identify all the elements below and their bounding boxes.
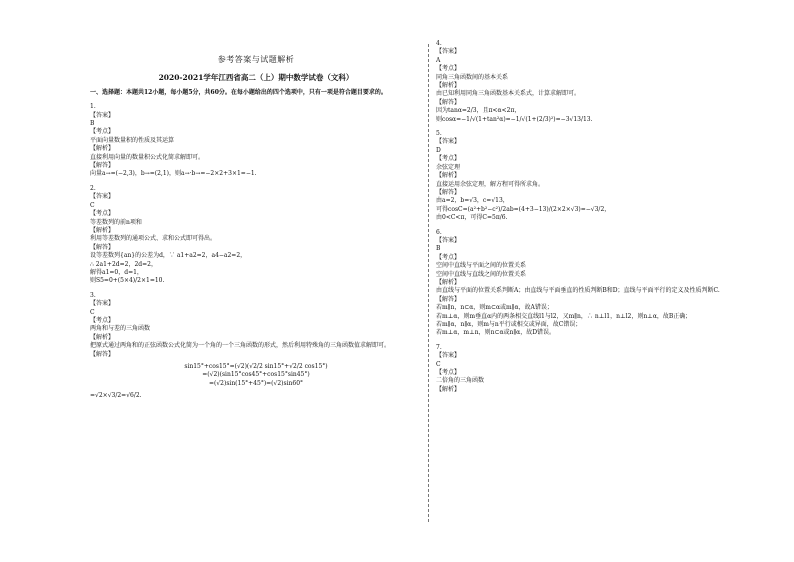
- right-line: 【答案】: [436, 236, 461, 244]
- left-line: 【解答】: [90, 243, 115, 251]
- left-line: 【考点】: [90, 210, 115, 218]
- right-line: 5.: [436, 130, 442, 138]
- right-line: 【考点】: [436, 65, 461, 73]
- right-line: 【解析】: [436, 82, 461, 90]
- right-line: 6.: [436, 228, 442, 236]
- left-line: 3.: [90, 291, 96, 299]
- right-line: 可得cosC=(a²+b²−c²)/2ab=(4+3−13)/(2×2×√3)=−√3/2，: [436, 205, 611, 213]
- left-line: 【解析】: [90, 145, 115, 153]
- right-line: 由a=2，b=√3，c=√13，: [436, 197, 509, 205]
- left-line: 【解析】: [90, 226, 115, 234]
- right-line: 二倍角的三角函数: [436, 377, 485, 385]
- left-line: 把原式通过两角和的正弦函数公式化简为一个角的一个三角函数的形式，然后利用特殊角的三角函数值求解即可。: [90, 342, 391, 350]
- left-line: C: [90, 308, 95, 316]
- page-title: 参考答案与试题解析: [217, 55, 295, 64]
- left-line: 【答案】: [90, 111, 115, 119]
- left-line: 设等差数列{an}的公差为d，∵ a1+a2=2，a4−a2=2，: [90, 252, 247, 260]
- left-line: 【考点】: [90, 128, 115, 136]
- right-line: 由已知利用同角三角函数基本关系式，计算求解即可。: [436, 90, 581, 98]
- right-line: 余弦定理: [436, 163, 461, 171]
- right-line: 由直线与平面的位置关系判断A；由直线与平面垂直的性质判断B和D；直线与平面平行的定义及性质判断C.: [436, 287, 720, 295]
- left-line: 1.: [90, 103, 96, 111]
- right-line: 直接运用余弦定理，解方程可得所求角。: [436, 180, 545, 188]
- left-line: 【答案】: [90, 193, 115, 201]
- right-line: 【解析】: [436, 385, 461, 393]
- left-line: 【解答】: [90, 162, 115, 170]
- right-line: 若m∥α，n∥α，则m与n平行或相交或异面，故C错误；: [436, 321, 582, 328]
- right-line: 【考点】: [436, 369, 461, 377]
- left-line: 等差数列的前n项和: [90, 218, 142, 226]
- left-line: 向量a→=(−2,3)，b→=(2,1)，则a→·b→=−2×2+3×1=−1.: [90, 170, 257, 178]
- right-line: C: [436, 360, 441, 368]
- left-line: C: [90, 201, 95, 209]
- left-line: ∴ 2a1+2d=2，2d=2，: [90, 260, 157, 268]
- right-line: 若m∥n，n⊂α，则m⊂α或m∥α，故A错误；: [436, 304, 553, 312]
- right-line: 【答案】: [436, 352, 461, 360]
- right-line: A: [436, 56, 441, 64]
- right-line: 由0<C<π，可得C=5π/6.: [436, 214, 508, 222]
- right-line: 【解答】: [436, 188, 461, 196]
- right-line: D: [436, 146, 441, 154]
- right-line: 【解答】: [436, 295, 461, 303]
- exam-subtitle: 2020-2021学年江西省高二（上）期中数学试卷（文科）: [158, 73, 354, 83]
- section-heading: 一、选择题：本题共12小题，每小题5分，共60分。在每小题给出的四个选项中，只有一项是符合题目要求的。: [90, 88, 387, 96]
- formula-line-4: =√2×√3/2=√6/2.: [90, 392, 142, 400]
- right-line: 【考点】: [436, 155, 461, 163]
- right-line: 空间中直线与直线之间的位置关系: [436, 270, 527, 278]
- right-line: 7.: [436, 343, 442, 351]
- left-line: 平面向量数量积的性质及其运算: [90, 136, 175, 144]
- left-line: 【答案】: [90, 300, 115, 308]
- right-line: 4.: [436, 40, 442, 47]
- left-line: 【考点】: [90, 316, 115, 324]
- right-line: 【解答】: [436, 98, 461, 106]
- left-line: 则S5=0+(5×4)/2×1=10.: [90, 277, 165, 285]
- right-line: 【答案】: [436, 48, 461, 56]
- left-answer-lines: [90, 103, 422, 359]
- left-line: 利用等差数列的通项公式、求和公式即可得出。: [90, 235, 217, 243]
- left-line: 两角和与差的三角函数: [90, 325, 151, 333]
- right-column: [436, 0, 736, 394]
- formula-line-3: =(√2)sin(15°+45°)=(√2)sin60°: [208, 379, 304, 387]
- right-line: 因为tanα=2/3，且π<α<2π，: [436, 107, 521, 115]
- left-line: 【解析】: [90, 333, 115, 341]
- left-line: 解得a1=0，d=1，: [90, 268, 143, 276]
- left-line: 2.: [90, 184, 96, 192]
- right-line: B: [436, 245, 441, 253]
- formula-line-2: =(√2)(sin15°cos45°+cos15°sin45°): [202, 371, 310, 379]
- right-line: 若m⊥α，m⊥n，则n⊂α或n∥α，故D错误。: [436, 329, 556, 337]
- left-line: 直接利用向量的数量积公式化简求解即可。: [90, 153, 205, 161]
- left-line: B: [90, 120, 95, 128]
- right-line: 【答案】: [436, 138, 461, 146]
- column-divider: [428, 44, 429, 522]
- right-line: 【解析】: [436, 278, 461, 286]
- right-line: 则cosα=−1/√(1+tan²α)=−1/√(1+(2/3)²)=−3√13/13.: [436, 115, 593, 123]
- right-line: 【解析】: [436, 172, 461, 180]
- right-answer-lines: [436, 40, 736, 394]
- right-line: 同角三角函数间的基本关系: [436, 73, 509, 81]
- right-line: 若m⊥α，则m垂直α内的两条相交直线l1与l2，又m∥n，∴ n⊥l1，n⊥l2，则n⊥α，故B正确；: [436, 312, 692, 320]
- left-column: [90, 0, 422, 401]
- formula-line-1: sin15°+cos15°=(√2)(√2/2 sin15°+√2/2 cos15°): [184, 363, 328, 370]
- right-line: 【考点】: [436, 253, 461, 261]
- right-line: 空间中直线与平面之间的位置关系: [436, 262, 527, 270]
- left-line: 【解答】: [90, 350, 115, 358]
